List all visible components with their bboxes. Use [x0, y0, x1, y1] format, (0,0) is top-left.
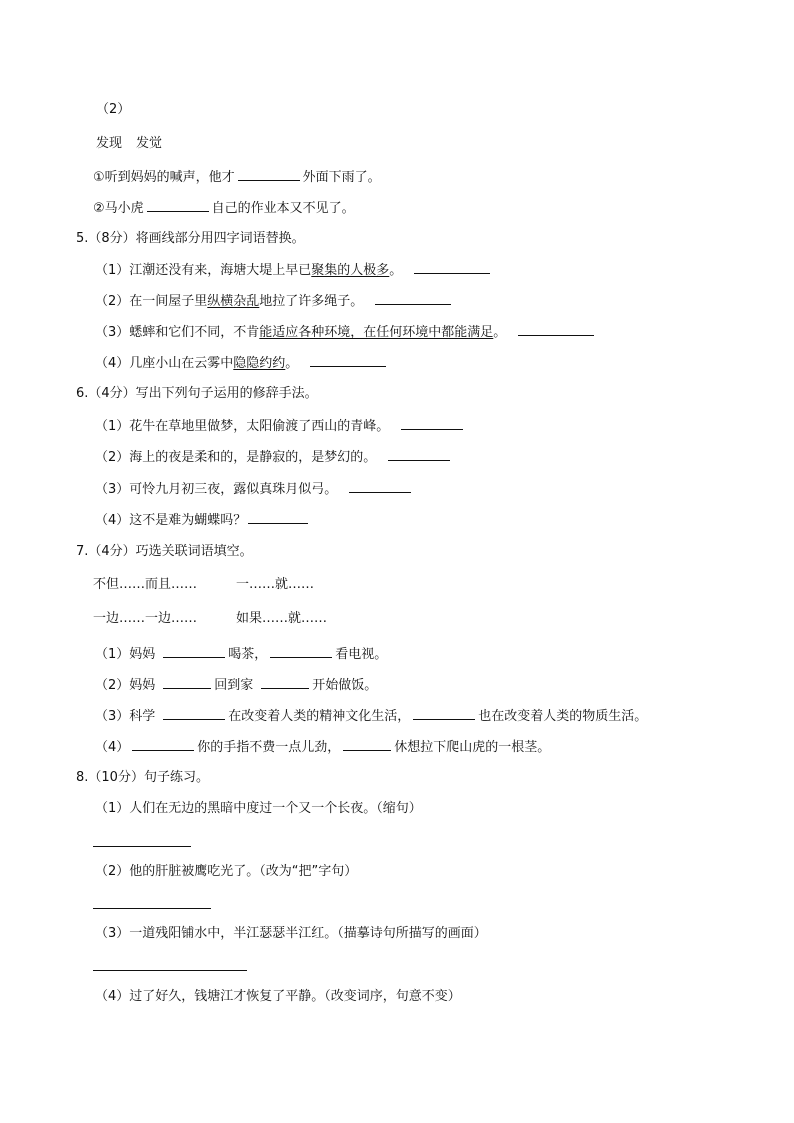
- answer-blank[interactable]: [261, 676, 309, 689]
- answer-blank[interactable]: [414, 261, 490, 274]
- item-text: ①听到妈妈的喊声，他才: [93, 170, 235, 185]
- answer-blank[interactable]: [163, 707, 225, 720]
- answer-line[interactable]: [93, 908, 211, 909]
- answer-blank[interactable]: [349, 480, 411, 493]
- connective-option: 不但……而且……: [93, 577, 198, 592]
- answer-blank[interactable]: [132, 738, 194, 751]
- q5-item: [95, 354, 389, 373]
- underlined-phrase: 隐隐约约: [233, 356, 286, 371]
- item-text: （4）几座小山在云雾中: [95, 356, 234, 371]
- q4-item: [93, 199, 355, 218]
- answer-blank[interactable]: [401, 417, 463, 430]
- connective-option: 一边……一边……: [93, 611, 198, 626]
- item-text: （3）可怜九月初三夜，露似真珠月似弓。: [95, 482, 338, 497]
- item-text: 你的手指不费一点儿劲，: [197, 740, 341, 755]
- item-text: （2）妈妈: [95, 678, 156, 693]
- item-text: （1）江潮还没有来，海塘大堤上早已: [95, 263, 312, 278]
- item-text: （3）蟋蟀和它们不同，不肯: [95, 325, 260, 340]
- item-text: 也在改变着人类的物质生活。: [478, 709, 648, 724]
- answer-blank[interactable]: [163, 676, 211, 689]
- underlined-phrase: 能适应各种环境，在任何环境中都能满足: [259, 325, 494, 340]
- item-text: 喝茶，: [228, 647, 268, 662]
- q8-item: （4）过了好久，钱塘江才恢复了平静。（改变词序，句意不变）: [95, 989, 461, 1004]
- answer-blank[interactable]: [163, 645, 225, 658]
- q6-item: [95, 448, 453, 467]
- item-text: ②马小虎: [93, 201, 144, 216]
- item-text: 自己的作业本又不见了。: [211, 201, 355, 216]
- q6-item: [95, 417, 466, 436]
- item-text: 。: [389, 263, 403, 278]
- answer-blank[interactable]: [343, 738, 391, 751]
- item-text: （2）海上的夜是柔和的，是静寂的，是梦幻的。: [95, 450, 377, 465]
- q7-item: [95, 738, 550, 757]
- answer-blank[interactable]: [518, 323, 594, 336]
- item-text: 开始做饭。: [312, 678, 378, 693]
- item-text: （4）这不是难为蝴蝶吗？: [95, 513, 247, 528]
- q8-header: 8.（10分）句子练习。: [76, 770, 209, 785]
- item-text: 。: [493, 325, 507, 340]
- answer-blank[interactable]: [270, 645, 332, 658]
- word-option: 发现: [96, 136, 123, 151]
- q4-part2-number: （2）: [96, 102, 131, 117]
- answer-blank[interactable]: [388, 448, 450, 461]
- item-text: 地拉了许多绳子。: [259, 294, 364, 309]
- item-text: 休想拉下爬山虎的一根茎。: [394, 740, 551, 755]
- item-text: （1）妈妈: [95, 647, 156, 662]
- item-text: 回到家: [214, 678, 254, 693]
- q5-item: [95, 261, 493, 280]
- q8-item: （1）人们在无边的黑暗中度过一个又一个长夜。（缩句）: [95, 801, 422, 816]
- q6-header: 6.（4分）写出下列句子运用的修辞手法。: [76, 386, 318, 401]
- item-text: 外面下雨了。: [302, 170, 381, 185]
- connective-option: 如果……就……: [236, 611, 328, 626]
- item-text: （4）: [95, 740, 130, 755]
- item-text: （2）在一间屋子里: [95, 294, 208, 309]
- word-option: 发觉: [136, 136, 163, 151]
- q8-item: （3）一道残阳铺水中，半江瑟瑟半江红。（描摹诗句所描写的画面）: [95, 926, 487, 941]
- answer-blank[interactable]: [147, 199, 209, 212]
- answer-blank[interactable]: [375, 292, 451, 305]
- q4-item: [93, 168, 381, 187]
- q5-header: 5.（8分）将画线部分用四字词语替换。: [76, 231, 305, 246]
- answer-line[interactable]: [93, 970, 247, 971]
- q8-item: （2）他的肝脏被鹰吃光了。（改为“把”字句）: [95, 864, 358, 879]
- q4-word-options: [96, 135, 162, 153]
- item-text: 。: [285, 356, 299, 371]
- answer-blank[interactable]: [413, 707, 475, 720]
- underlined-phrase: 聚集的人极多: [311, 263, 390, 278]
- answer-blank[interactable]: [238, 168, 300, 181]
- q6-item: [95, 480, 414, 499]
- answer-blank[interactable]: [310, 354, 386, 367]
- answer-line[interactable]: [93, 846, 191, 847]
- q7-item: [95, 645, 387, 664]
- q5-item: [95, 323, 597, 342]
- item-text: 在改变着人类的精神文化生活，: [228, 709, 411, 724]
- underlined-phrase: 纵横杂乱: [207, 294, 260, 309]
- q7-item: [95, 707, 647, 726]
- item-text: （3）科学: [95, 709, 156, 724]
- q7-item: [95, 676, 377, 695]
- item-text: 看电视。: [335, 647, 388, 662]
- q5-item: [95, 292, 454, 311]
- connective-option: 一……就……: [236, 577, 315, 592]
- item-text: （1）花牛在草地里做梦，太阳偷渡了西山的青峰。: [95, 419, 390, 434]
- q7-header: 7.（4分）巧选关联词语填空。: [76, 544, 253, 559]
- answer-blank[interactable]: [248, 511, 308, 524]
- q6-item: [95, 511, 311, 530]
